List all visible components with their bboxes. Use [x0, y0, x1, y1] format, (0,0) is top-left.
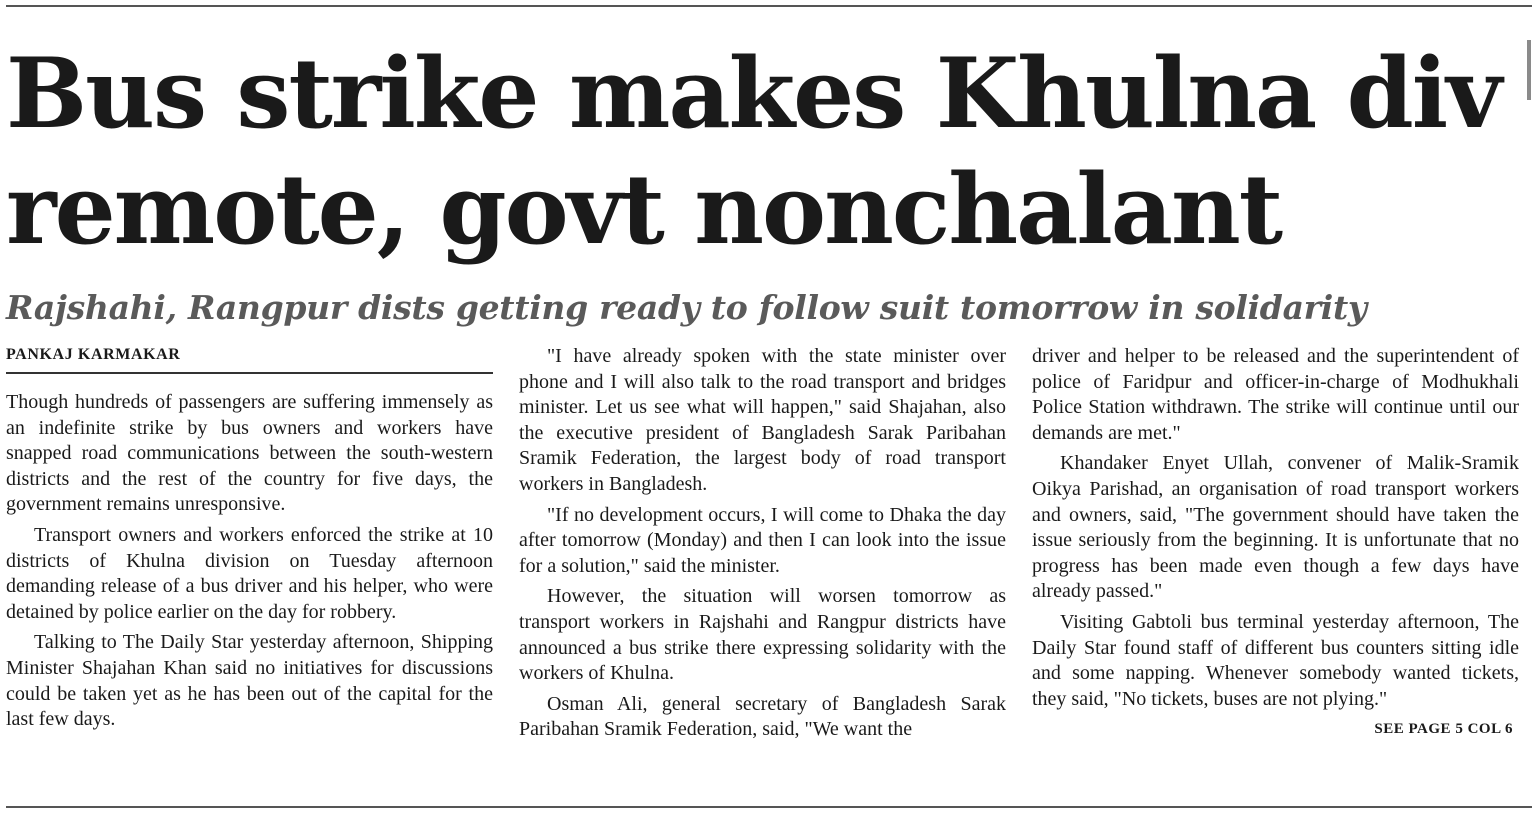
- headline-line-2: remote, govt nonchalant: [6, 153, 1282, 266]
- article-column-1: [6, 344, 493, 738]
- headline: [6, 36, 1532, 268]
- paragraph: driver and helper to be released and the superintendent of police of Faridpur and officer-in-charge of Modhukhali Police Station withdrawn. The strike will continue until our demands are met.": [1032, 345, 1519, 444]
- paragraph: "If no development occurs, I will come to Dhaka the day after tomorrow (Monday) and then I can look into the issue for a solution," said the minister.: [519, 503, 1006, 577]
- paragraph: Though hundreds of passengers are suffering immensely as an indefinite strike by bus owners and workers have snapped road communications between the south-western districts and the rest of the country for five days, the government remains unresponsive.: [6, 391, 493, 516]
- paragraph: Osman Ali, general secretary of Bangladesh Sarak Paribahan Sramik Federation, said, "We want the: [519, 692, 1006, 741]
- article-column-3: [1032, 344, 1519, 743]
- bottom-rule: [6, 806, 1532, 808]
- continuation-link[interactable]: SEE PAGE 5 COL 6: [1374, 721, 1513, 738]
- headline-line-1: Bus strike makes Khulna div: [6, 37, 1500, 150]
- paragraph: Visiting Gabtoli bus terminal yesterday afternoon, The Daily Star found staff of different bus counters sitting idle and some napping. Whenever somebody wanted tickets, they said, "No tickets, buses are not plying.": [1032, 610, 1519, 710]
- article-column-2: [519, 344, 1006, 748]
- paragraph: "I have already spoken with the state minister over phone and I will also talk to the road transport and bridges minister. Let us see what will happen," said Shajahan, also the executive president of Bangladesh Sarak Paribahan Sramik Federation, the largest body of road transport workers in Bangladesh.: [519, 345, 1006, 495]
- subheadline: Rajshahi, Rangpur dists getting ready to follow suit tomorrow in solidarity: [6, 288, 1367, 327]
- paragraph: Khandaker Enyet Ullah, convener of Malik-Sramik Oikya Parishad, an organisation of road transport workers and owners, said, "The government should have taken the issue seriously from the beginning. It is unfortunate that no progress has been made even though a few days have already passed.": [1032, 452, 1519, 603]
- paragraph: Transport owners and workers enforced the strike at 10 districts of Khulna division on Tuesday afternoon demanding release of a bus driver and his helper, who were detained by police earlier on the day for robbery.: [6, 523, 493, 623]
- paragraph: However, the situation will worsen tomorrow as transport workers in Rajshahi and Rangpur districts have announced a bus strike there expressing solidarity with the workers of Khulna.: [519, 585, 1006, 685]
- byline: PANKAJ KARMAKAR: [6, 344, 493, 374]
- top-rule: [6, 5, 1532, 7]
- paragraph: Talking to The Daily Star yesterday afternoon, Shipping Minister Shajahan Khan said no initiatives for discussions could be taken yet as he has been out of the capital for the last few days.: [6, 631, 493, 731]
